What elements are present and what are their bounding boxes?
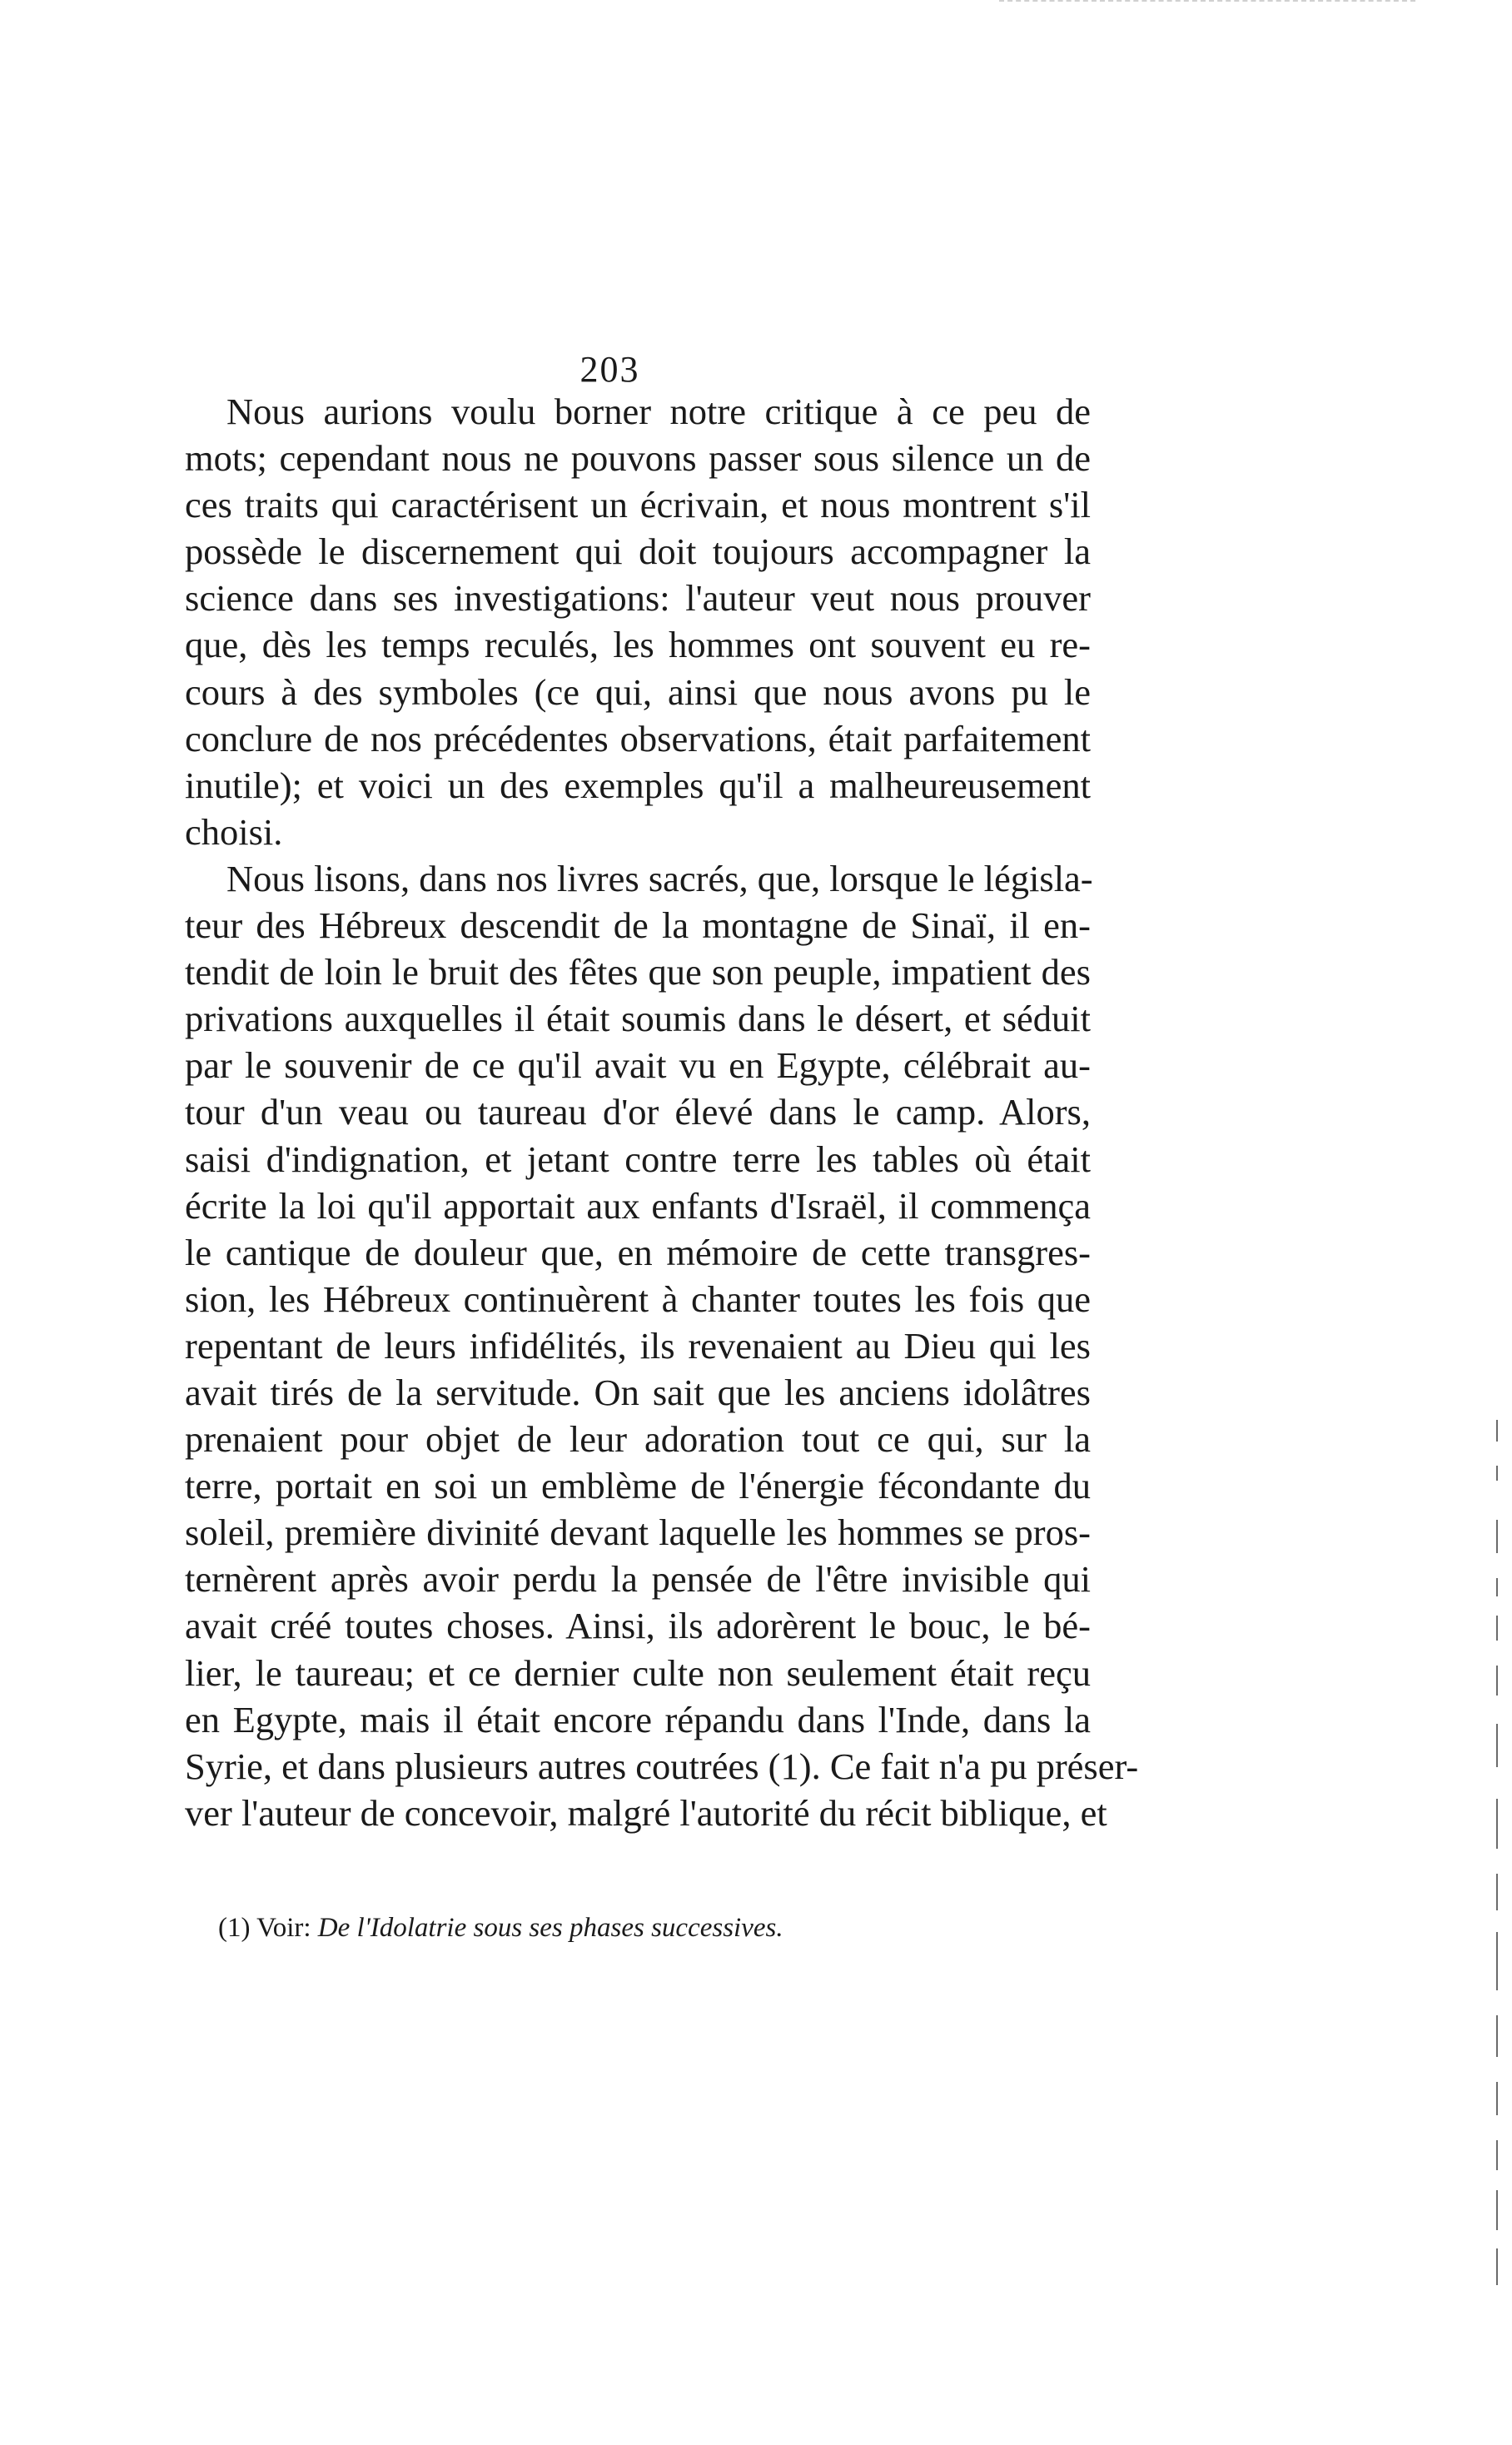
text-line: le cantique de douleur que, en mémoire de cette transgres- xyxy=(185,1231,1091,1273)
footnote-title: De l'Idolatrie sous ses phases successives. xyxy=(317,1913,783,1943)
scan-edge-mark xyxy=(1496,2140,1498,2170)
text-line: teur des Hébreux descendit de la montagne de Sinaï, il en- xyxy=(185,904,1091,947)
text-line: écrite la loi qu'il apportait aux enfants d'Israël, il commença xyxy=(185,1184,1091,1227)
text-line: en Egypte, mais il était encore répandu dans l'Inde, dans la xyxy=(185,1698,1091,1740)
scan-artifact xyxy=(999,0,1415,4)
scan-edge-mark xyxy=(1496,1420,1498,1442)
scan-edge-mark xyxy=(1496,1578,1498,1596)
footnote-marker: (1) xyxy=(218,1913,251,1943)
paragraph xyxy=(185,388,1091,855)
scan-edge-mark xyxy=(1496,2015,1498,2057)
scan-edge-mark xyxy=(1496,2082,1498,2115)
scan-edge-mark xyxy=(1496,1666,1498,1696)
text-line: prenaient pour objet de leur adoration tout ce qui, sur la xyxy=(185,1418,1091,1461)
text-line: science dans ses investigations: l'auteur veut nous prouver xyxy=(185,577,1091,620)
text-line: cours à des symboles (ce qui, ainsi que nous avons pu le xyxy=(185,670,1091,713)
scan-edge-mark xyxy=(1496,1616,1498,1641)
footnote-prefix: Voir: xyxy=(256,1913,311,1943)
text-line: tour d'un veau ou taureau d'or élevé dans le camp. Alors, xyxy=(185,1091,1091,1133)
scan-edge-mark xyxy=(1496,1874,1498,1910)
text-line: par le souvenir de ce qu'il avait vu en Egypte, célébrait au- xyxy=(185,1044,1091,1087)
scan-edge-mark xyxy=(1496,2248,1498,2285)
text-line: ces traits qui caractérisent un écrivain, et nous montrent s'il xyxy=(185,484,1091,526)
text-line: avait tirés de la servitude. On sait que les anciens idolâtres xyxy=(185,1371,1091,1413)
text-line: conclure de nos précédentes observations, était parfaitement xyxy=(185,717,1091,759)
text-line: terre, portait en soi un emblème de l'énergie fécondante du xyxy=(185,1465,1091,1507)
text-line: avait créé toutes choses. Ainsi, ils adorèrent le bouc, le bé- xyxy=(185,1605,1091,1647)
scan-edge-mark xyxy=(1496,2190,1498,2230)
scan-edge-mark xyxy=(1496,1932,1498,1990)
page-number: 203 xyxy=(579,349,640,390)
text-line: mots; cependant nous ne pouvons passer sous silence un de xyxy=(185,437,1091,480)
text-line: ver l'auteur de concevoir, malgré l'autorité du récit biblique, et xyxy=(185,1791,1107,1834)
paragraph xyxy=(185,855,1139,1836)
scan-edge-mark xyxy=(1496,1724,1498,1767)
text-line: inutile); et voici un des exemples qu'il a malheureusement xyxy=(185,764,1091,806)
body-text xyxy=(185,388,1139,1836)
text-line: possède le discernement qui doit toujours accompagner la xyxy=(185,530,1091,573)
scan-edge-mark xyxy=(1496,1799,1498,1849)
text-line: ternèrent après avoir perdu la pensée de l'être invisible qui xyxy=(185,1558,1091,1601)
text-line: Nous aurions voulu borner notre critique à ce peu de xyxy=(226,391,1091,432)
footnote xyxy=(218,1911,783,1945)
text-line: que, dès les temps reculés, les hommes ont souvent eu re- xyxy=(185,624,1091,666)
scan-edge-mark xyxy=(1496,1466,1498,1481)
text-line: tendit de loin le bruit des fêtes que son peuple, impatient des xyxy=(185,951,1091,993)
text-line: choisi. xyxy=(185,810,283,853)
text-line: privations auxquelles il était soumis dans le désert, et séduit xyxy=(185,998,1091,1040)
text-line: Nous lisons, dans nos livres sacrés, que, lorsque le législa- xyxy=(226,857,1093,899)
text-line: lier, le taureau; et ce dernier culte non seulement était reçu xyxy=(185,1651,1091,1694)
text-line: repentant de leurs infidélités, ils revenaient au Dieu qui les xyxy=(185,1324,1091,1367)
text-line: Syrie, et dans plusieurs autres coutrées (1). Ce fait n'a pu préser- xyxy=(185,1745,1139,1787)
text-line: soleil, première divinité devant laquelle les hommes se pros- xyxy=(185,1511,1091,1554)
scan-edge-mark xyxy=(1496,1520,1498,1553)
text-line: saisi d'indignation, et jetant contre terre les tables où était xyxy=(185,1138,1091,1180)
text-line: sion, les Hébreux continuèrent à chanter toutes les fois que xyxy=(185,1277,1091,1320)
